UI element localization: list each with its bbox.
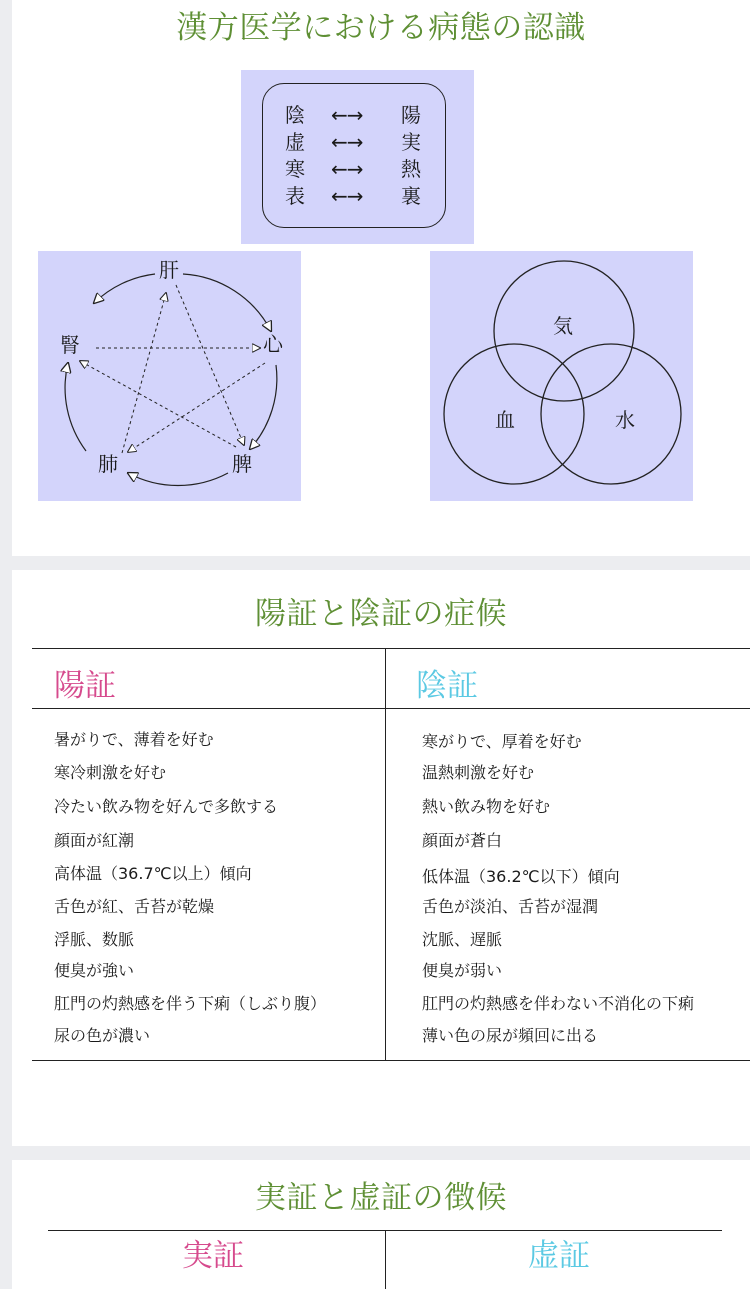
list-item: 舌色が紅、舌苔が乾燥 [54,897,215,916]
venn-label-ki: 気 [553,314,573,338]
controlling-cycle [80,285,265,453]
venn-label-sui: 水 [615,408,635,432]
section-title: 漢方医学における病態の認識 [176,10,586,46]
jitsu-header: 実証 [182,1238,244,1274]
yin-header: 陰証 [416,668,478,704]
list-item: 薄い色の尿が頻回に出る [422,1026,599,1045]
list-item: 尿の色が濃い [54,1026,151,1045]
list-item: 温熱刺激を好む [422,763,535,782]
section-card-pathology [12,0,750,556]
yang-header: 陽証 [54,668,116,704]
list-item: 浮脈、数脈 [54,930,135,949]
pair-right: 裏 [401,184,421,208]
pair-right: 熱 [401,157,421,181]
pair-left: 寒 [285,157,305,181]
pair-left: 陰 [285,103,305,127]
list-item: 肛門の灼熱感を伴わない不消化の下痢 [422,994,695,1013]
element-liver-label: 肝 [159,258,179,282]
pair-arrow: ←→ [331,130,363,154]
list-item: 高体温（36.7℃以上）傾向 [54,864,252,883]
element-spleen-label: 脾 [232,452,252,476]
pair-arrow: ←→ [331,103,363,127]
pair-row [263,182,447,210]
pair-row [263,128,447,156]
element-heart-label: 心 [263,332,283,356]
table-column-divider [385,1230,386,1289]
section-card-yin-yang [12,570,750,1146]
section-title: 実証と虚証の徴候 [255,1180,507,1216]
list-item: 便臭が強い [54,961,135,980]
list-item: 顔面が蒼白 [422,831,503,850]
pair-row [263,101,447,129]
list-item: 沈脈、遅脈 [422,930,503,949]
pairs-box [262,83,446,228]
list-item: 低体温（36.2℃以下）傾向 [422,867,620,886]
list-item: 便臭が弱い [422,961,503,980]
pair-right: 実 [401,130,421,154]
pair-right: 陽 [401,103,421,127]
pair-arrow: ←→ [331,184,363,208]
list-item: 寒冷刺激を好む [54,763,167,782]
element-kidney-label: 腎 [60,333,80,357]
section-title: 陽証と陰証の症候 [255,596,507,632]
list-item: 熱い飲み物を好む [422,797,551,816]
element-lung-label: 肺 [98,452,118,476]
list-item: 暑がりで、薄着を好む [54,730,214,749]
list-item: 顔面が紅潮 [54,831,135,850]
five-elements-diagram [38,251,301,501]
pair-arrow: ←→ [331,157,363,181]
list-item: 冷たい飲み物を好んで多飲する [54,797,279,816]
pair-left: 表 [285,184,305,208]
pair-row [263,155,447,183]
pair-left: 虚 [285,130,305,154]
ki-ketsu-sui-panel [430,251,693,501]
table-top-rule [32,648,750,649]
table-header-rule [32,708,750,709]
table-bottom-rule [32,1060,750,1061]
five-elements-panel [38,251,301,501]
kyo-header: 虚証 [528,1238,590,1274]
list-item: 舌色が淡泊、舌苔が湿潤 [422,897,599,916]
pairs-panel [241,70,474,244]
venn-circle-sui [541,344,681,484]
table-column-divider [385,648,386,1060]
section-card-excess-deficiency [12,1160,750,1289]
list-item: 寒がりで、厚着を好む [422,732,582,751]
venn-label-ketsu: 血 [495,408,515,432]
list-item: 肛門の灼熱感を伴う下痢（しぶり腹） [54,994,327,1013]
venn-diagram [430,251,693,501]
